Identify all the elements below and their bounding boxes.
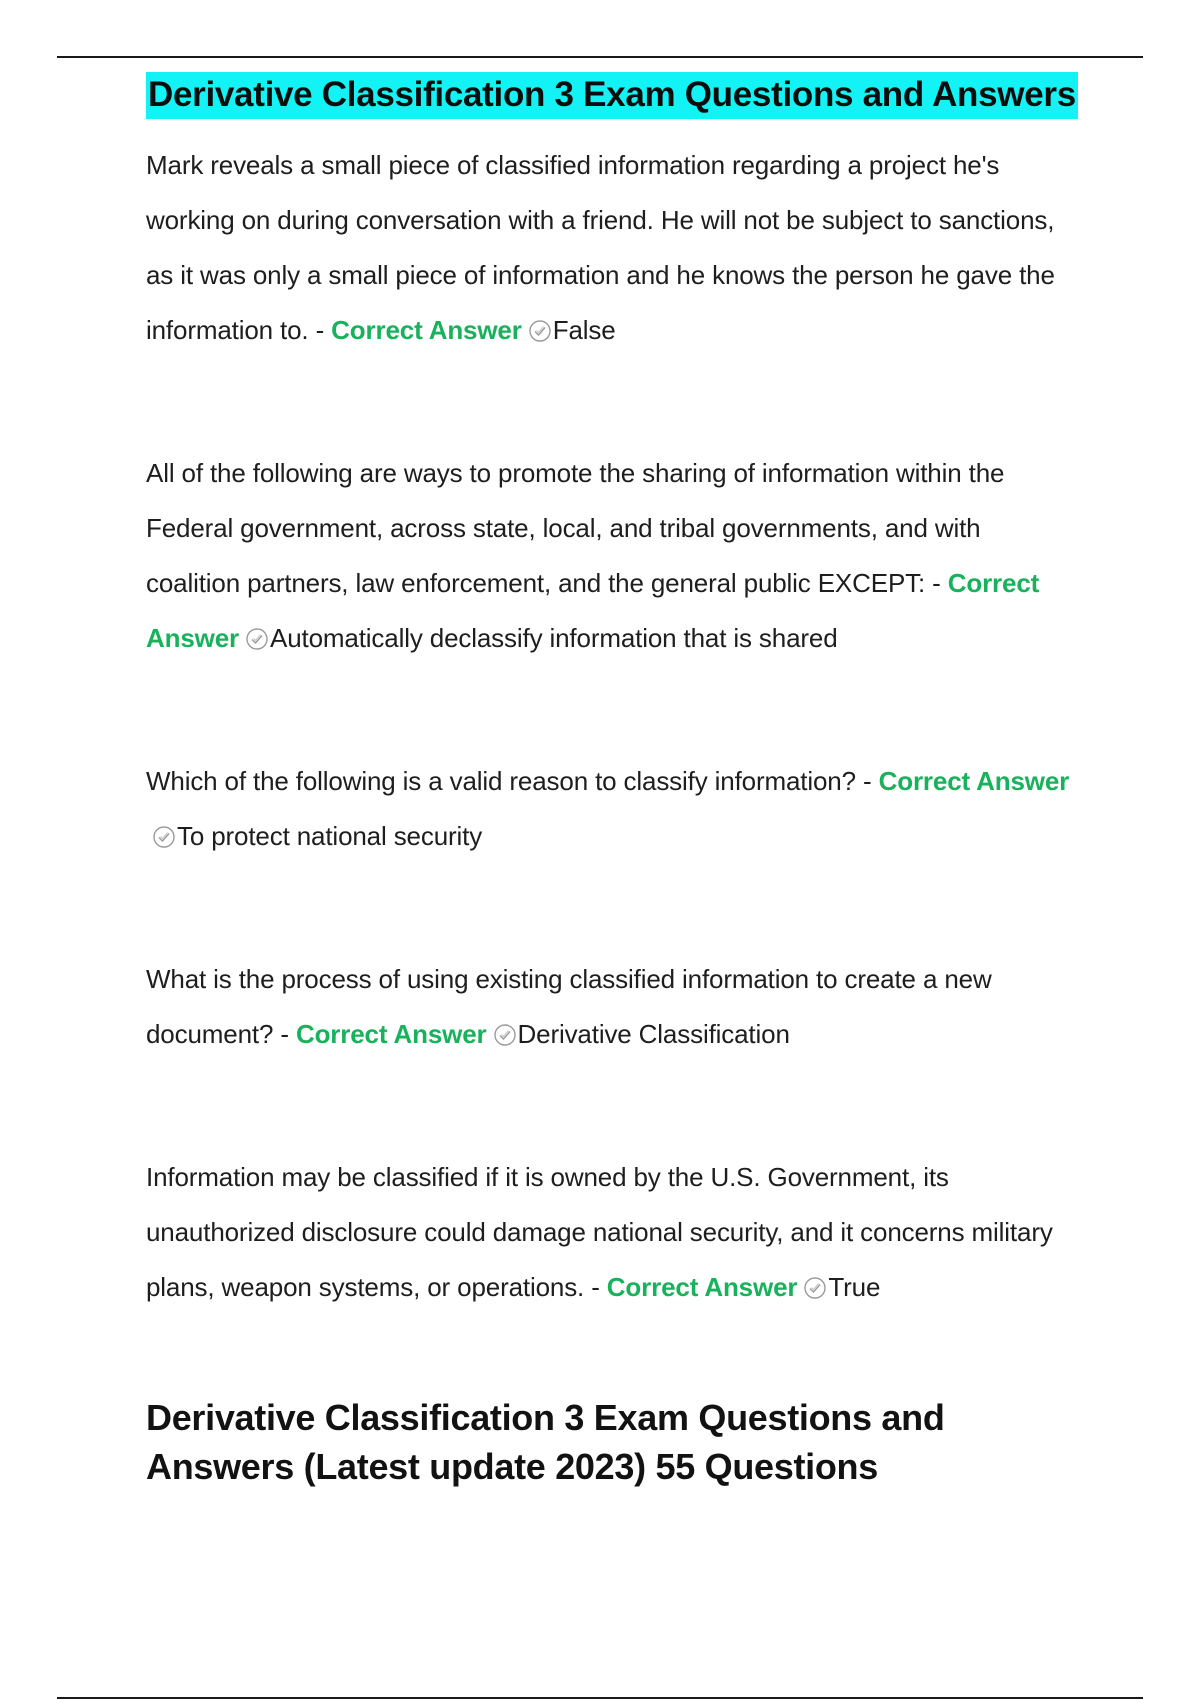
answer-text: True — [828, 1272, 881, 1302]
check-circle-icon — [528, 319, 552, 343]
answer-text: False — [552, 315, 616, 345]
check-circle-icon — [152, 825, 176, 849]
document-body — [146, 72, 1076, 1491]
qa-item-2 — [146, 446, 1076, 666]
qa-item-1 — [146, 138, 1076, 358]
correct-answer-label: Correct Answer — [295, 1019, 487, 1049]
question-text: What is the process of using existing classified information to create a new document? — [146, 964, 992, 1049]
check-circle-icon — [803, 1276, 827, 1300]
correct-answer-label: Correct Answer — [146, 568, 1040, 653]
answer-text: Derivative Classification — [517, 1019, 790, 1049]
title-block — [146, 72, 1076, 119]
document-title: Derivative Classification 3 Exam Questions and Answers — [146, 72, 1078, 119]
separator: - — [584, 1272, 607, 1302]
correct-answer-label: Correct Answer — [878, 766, 1070, 796]
qa-item-5 — [146, 1150, 1076, 1315]
qa-item-3 — [146, 754, 1076, 864]
bottom-rule — [57, 1697, 1143, 1699]
qa-item-4 — [146, 952, 1076, 1062]
separator: - — [925, 568, 948, 598]
correct-answer-label: Correct Answer — [606, 1272, 798, 1302]
check-circle-icon — [493, 1023, 517, 1047]
question-text: All of the following are ways to promote the sharing of information within the Federal government, across state, local, and tribal governments, and with coalition partners, law enforcement, and the general public EXCEPT: — [146, 458, 1005, 598]
answer-text: Automatically declassify information that is shared — [270, 623, 838, 653]
separator: - — [273, 1019, 296, 1049]
question-text: Information may be classified if it is owned by the U.S. Government, its unauthorized disclosure could damage national security, and it concerns military plans, weapon systems, or operations. — [146, 1162, 1053, 1302]
check-circle-icon — [245, 627, 269, 651]
question-text: Which of the following is a valid reason to classify information? — [146, 766, 856, 796]
top-rule — [57, 56, 1143, 58]
question-text: Mark reveals a small piece of classified information regarding a project he's working on during conversation with a friend. He will not be subject to sanctions, as it was only a small piece of information and he knows the person he gave the information to. — [146, 150, 1055, 345]
separator: - — [308, 315, 332, 345]
footer-heading: Derivative Classification 3 Exam Questions and Answers (Latest update 2023) 55 Questions — [146, 1397, 945, 1487]
separator: - — [855, 766, 879, 796]
answer-text: To protect national security — [177, 821, 483, 851]
correct-answer-label: Correct Answer — [331, 315, 522, 345]
